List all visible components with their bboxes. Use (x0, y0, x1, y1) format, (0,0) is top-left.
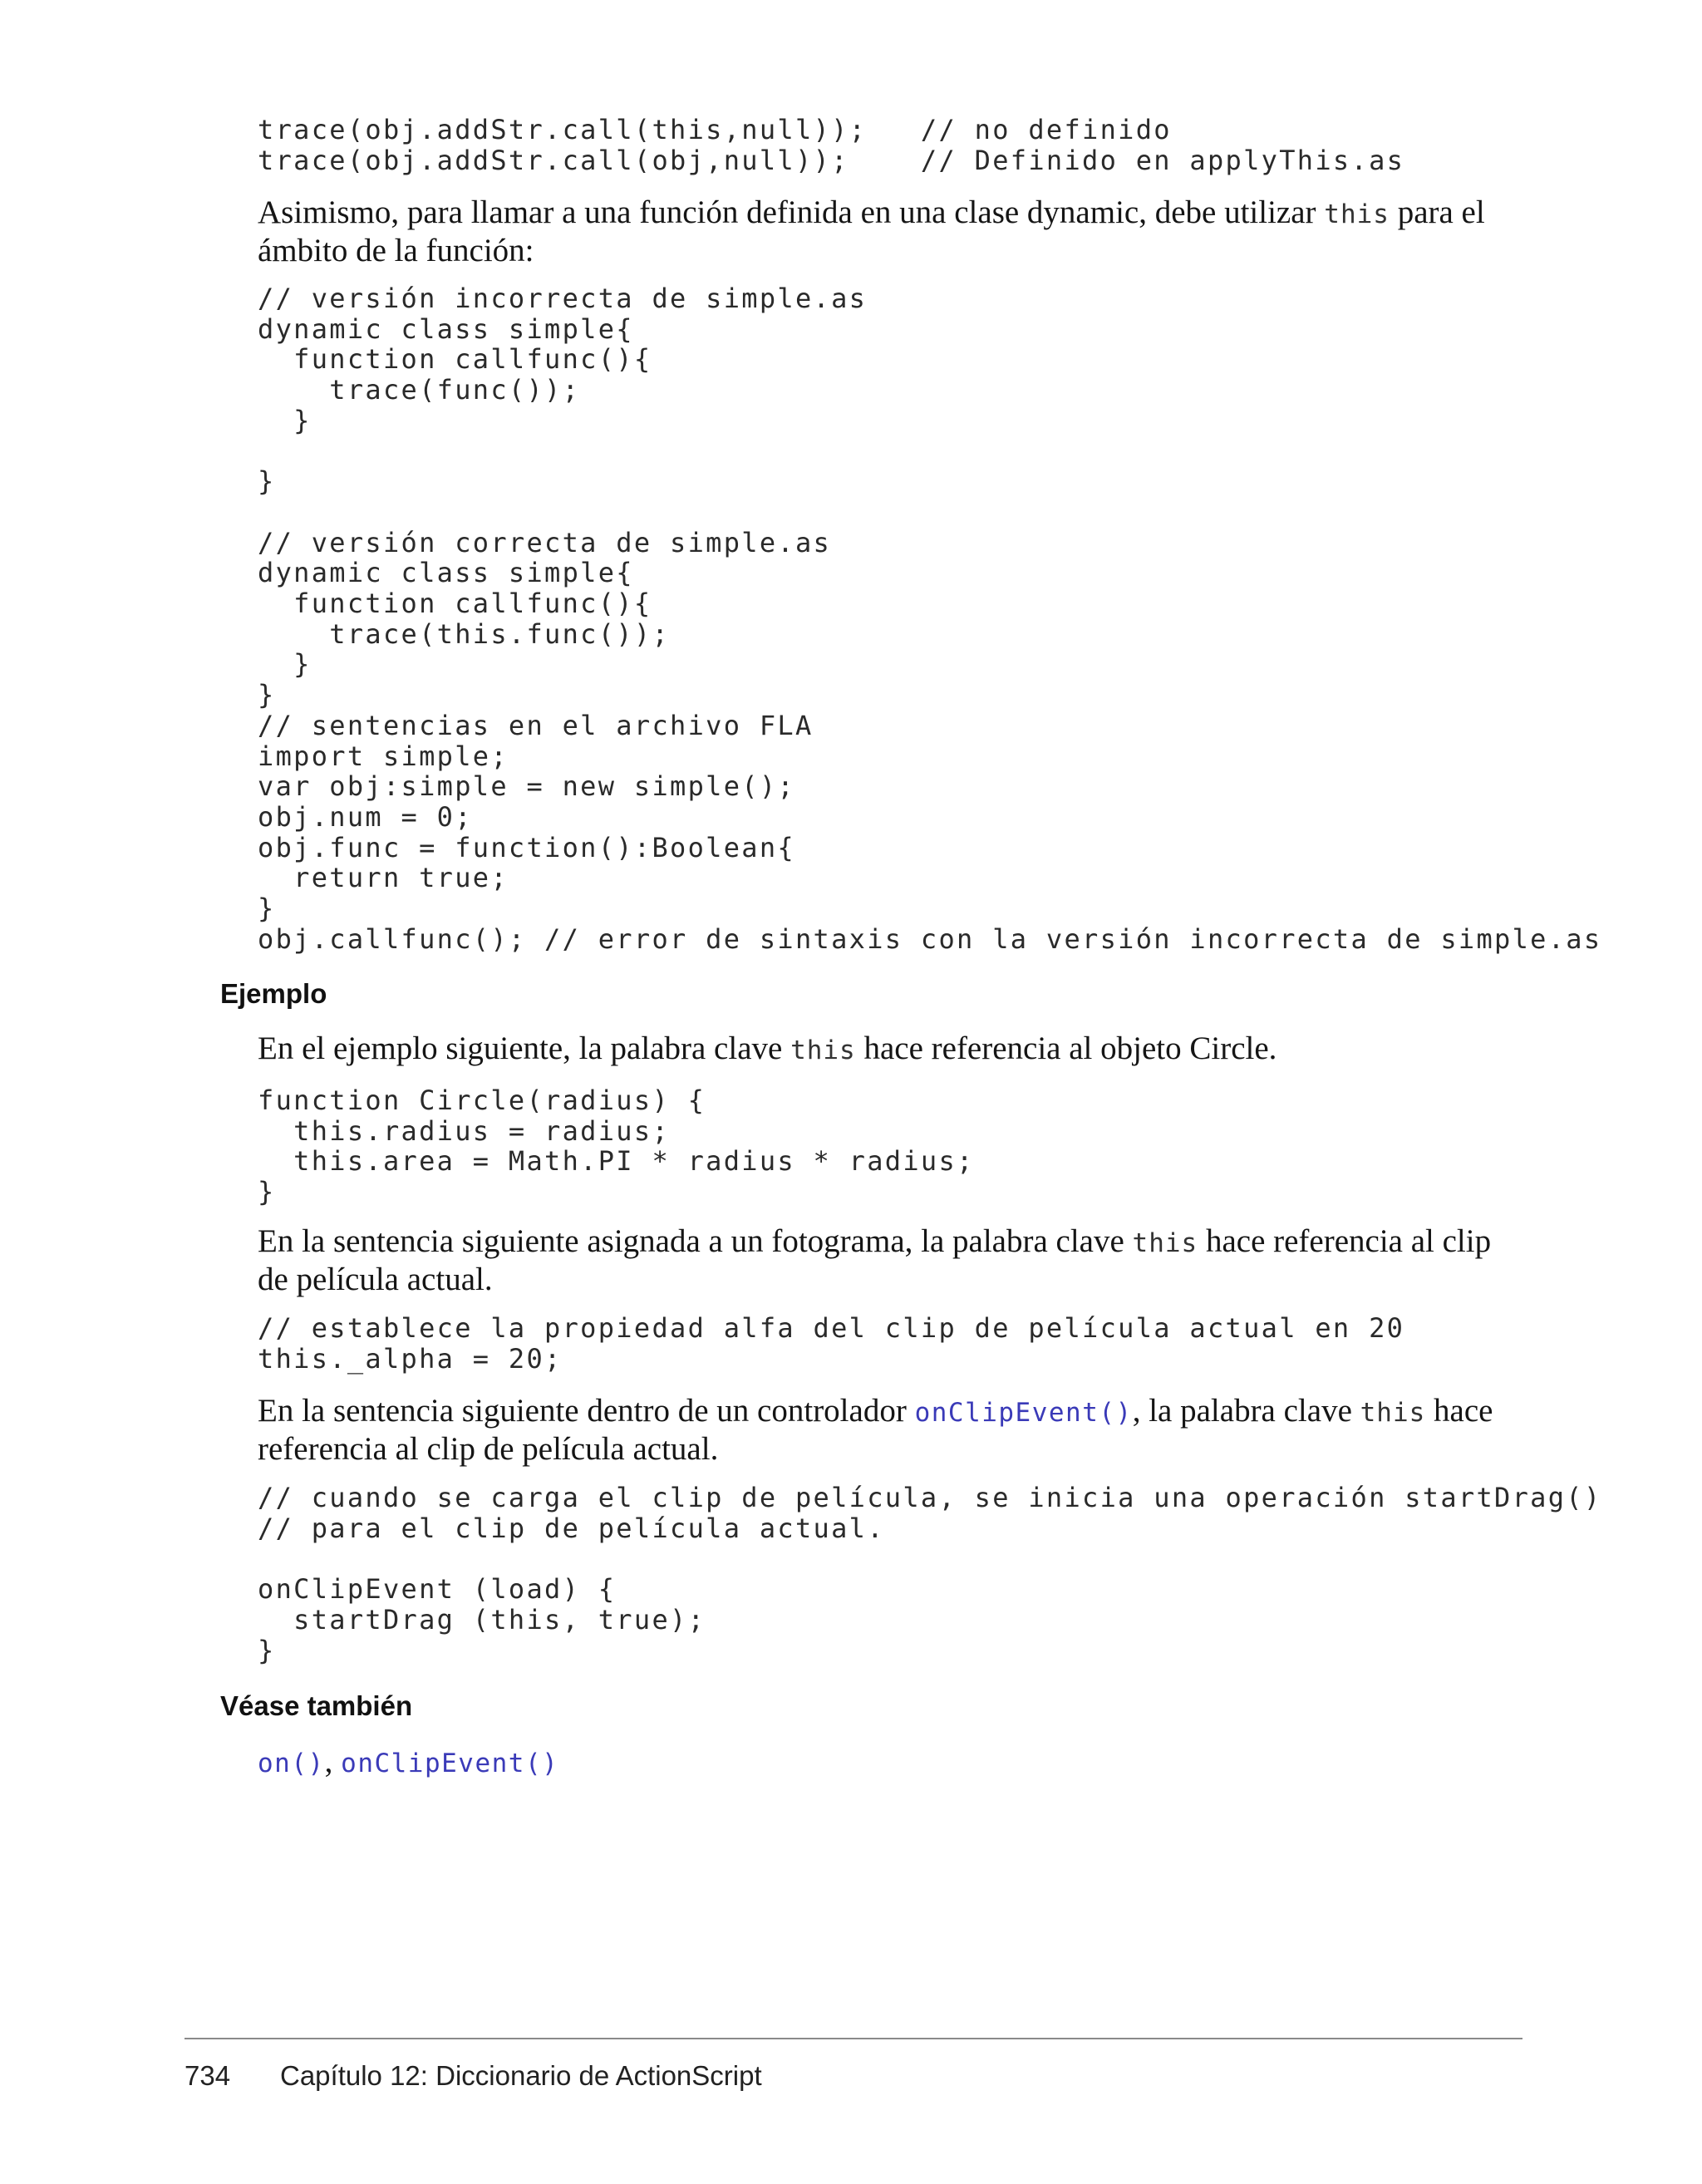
paragraph-dynamic-intro (258, 194, 1529, 269)
paragraph-circle-intro (258, 1031, 1529, 1069)
text-fragment: En el ejemplo siguiente, la palabra clave (258, 1031, 791, 1066)
see-also-links (258, 1744, 1529, 1782)
paragraph-handler-intro (258, 1393, 1529, 1468)
link-onclipevent-see-also[interactable]: onClipEvent() (341, 1749, 559, 1778)
text-fragment: hace referencia al clip de película actual. (258, 1393, 1493, 1467)
text-fragment: , la palabra clave (1132, 1393, 1360, 1429)
link-onclipevent[interactable]: onClipEvent() (914, 1398, 1133, 1428)
separator: , (324, 1744, 342, 1779)
heading-example: Ejemplo (220, 978, 327, 1009)
code-block-call-lines: trace(obj.addStr.call(this,null)); // no definido trace(obj.addStr.call(obj,null)); // Definido en applyThis.as (258, 114, 1405, 176)
heading-see-also: Véase también (220, 1690, 413, 1721)
paragraph-frame-intro (258, 1223, 1529, 1298)
code-block-circle: function Circle(radius) { this.radius = radius; this.area = Math.PI * radius * radius; } (258, 1085, 975, 1208)
inline-code-this: this (1324, 199, 1390, 229)
code-block-alpha: // establece la propiedad alfa del clip de película actual en 20 this._alpha = 20; (258, 1312, 1405, 1375)
footer-divider (184, 2038, 1522, 2039)
code-block-onclipevent: // cuando se carga el clip de película, se inicia una operación startDrag() // para el clip de película actual. onClipEvent (load) { startDrag (this, true); } (258, 1482, 1602, 1666)
text-fragment: En la sentencia siguiente dentro de un controlador (258, 1393, 915, 1429)
text-fragment: para el ámbito de la función: (258, 194, 1485, 268)
code-block-simple-example: // versión incorrecta de simple.as dynamic class simple{ function callfunc(){ trace(func()); } } // versión correcta de simple.as dynamic class simple{ function callfunc(){ trace(this.func()); } } // sentencias en el archivo FLA import simple; var obj:simple = new simple(); obj.num = 0; obj.func = function():Boolean{ return true; } obj.callfunc(); // error de sintaxis con la versión incorrecta de simple.as (258, 283, 1602, 955)
text-fragment: hace referencia al clip de película actual. (258, 1223, 1492, 1297)
chapter-title: Capítulo 12: Diccionario de ActionScript (280, 2060, 762, 2091)
link-on[interactable]: on() (258, 1749, 325, 1778)
inline-code-this: this (1360, 1398, 1426, 1428)
page-number: 734 (184, 2060, 231, 2091)
text-fragment: hace referencia al objeto Circle. (855, 1031, 1277, 1066)
text-fragment: En la sentencia siguiente asignada a un fotograma, la palabra clave (258, 1223, 1133, 1259)
inline-code-this: this (790, 1035, 856, 1065)
inline-code-this: this (1132, 1228, 1198, 1258)
text-fragment: Asimismo, para llamar a una función definida en una clase dynamic, debe utilizar (258, 194, 1325, 230)
